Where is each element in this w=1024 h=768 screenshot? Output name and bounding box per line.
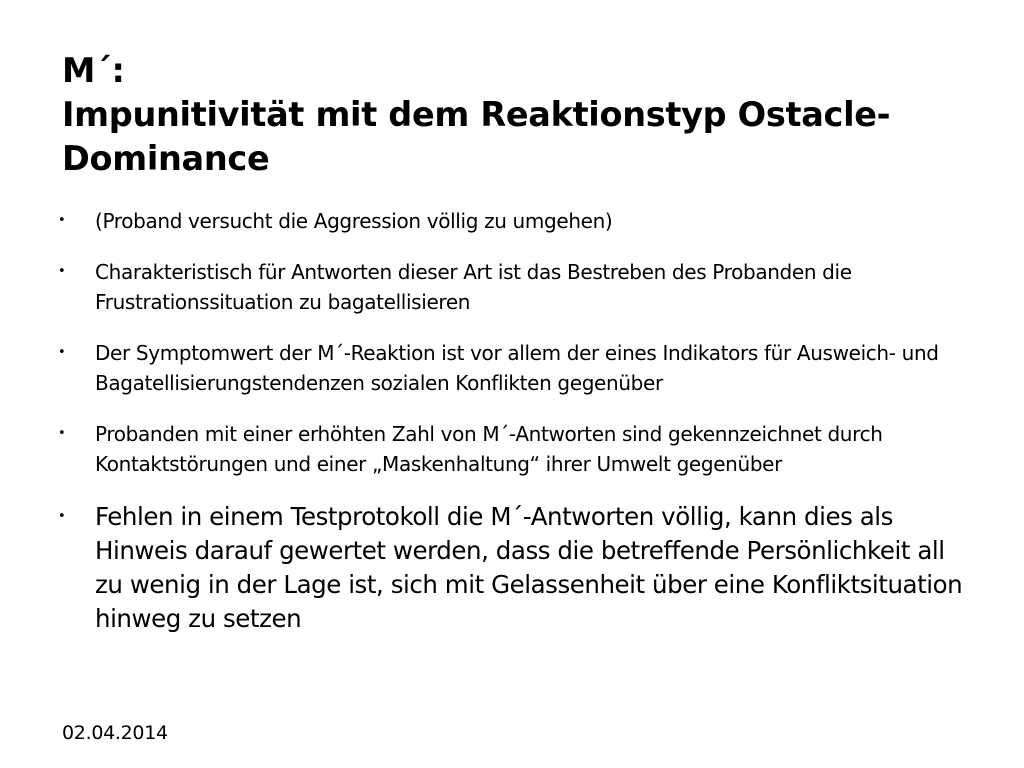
bullet-item-3: [58, 338, 978, 398]
bullet-dot-icon: •: [58, 213, 66, 228]
bullet-item-1: [58, 206, 978, 236]
bullet-item-5: [58, 500, 978, 636]
bullet-dot-icon: •: [58, 426, 66, 441]
bullet-item-4: [58, 419, 978, 479]
bullet-text-1: (Proband versucht die Aggression völlig zu umgehen): [95, 209, 613, 233]
bullet-text-4: Probanden mit einer erhöhten Zahl von M´-Antworten sind gekennzeichnet durch Kontaktstörungen und einer „Maskenhaltung“ ihrer Umwelt gegenüber: [95, 422, 883, 476]
slide-title-line-1: M´:: [62, 51, 125, 90]
bullet-dot-icon: •: [58, 264, 66, 279]
bullet-dot-icon: •: [58, 509, 66, 524]
slide-title: [62, 49, 1002, 181]
bullet-text-5: Fehlen in einem Testprotokoll die M´-Antworten völlig, kann dies als Hinweis darauf gewertet werden, dass die betreffende Persönlichkeit all zu wenig in der Lage ist, sich mit Gelassenheit über eine Konfliktsituation hinweg zu setzen: [95, 502, 963, 633]
footer-date: 02.04.2014: [62, 722, 168, 744]
bullet-list: [58, 206, 978, 636]
slide-title-line-2: Impunitivität mit dem Reaktionstyp Ostacle-Dominance: [62, 95, 891, 178]
bullet-text-3: Der Symptomwert der M´-Reaktion ist vor allem der eines Indikators für Ausweich- und Bagatellisierungstendenzen sozialen Konflikten gegenüber: [95, 341, 939, 395]
bullet-dot-icon: •: [58, 345, 66, 360]
bullet-item-2: [58, 257, 978, 317]
bullet-text-2: Charakteristisch für Antworten dieser Art ist das Bestreben des Probanden die Frustrationssituation zu bagatellisieren: [95, 260, 852, 314]
